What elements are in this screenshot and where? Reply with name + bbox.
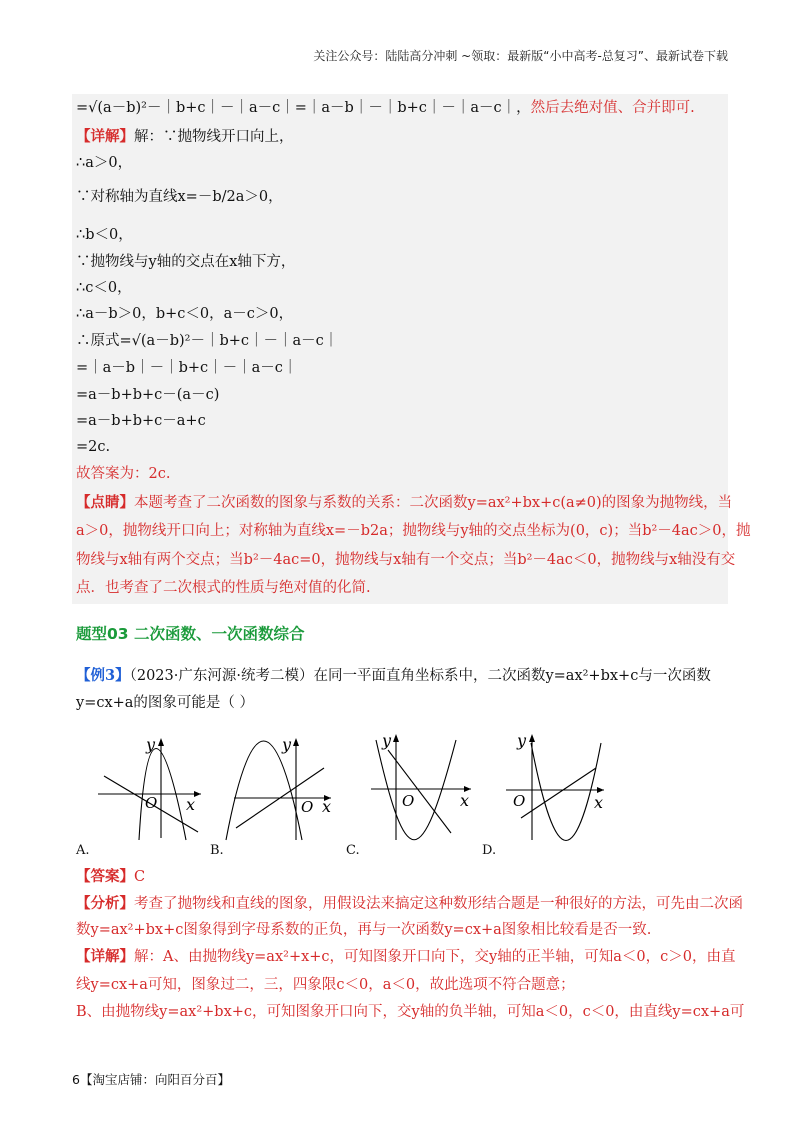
svg-text:y: y [282, 735, 292, 754]
choice-label-d: D. [482, 843, 497, 858]
text-line-12: =a－b+b+c－a+c [76, 413, 206, 429]
svg-text:O: O [145, 794, 158, 812]
text-line-10: =｜a－b｜－｜b+c｜－｜a－c｜ [76, 360, 298, 376]
remark-line-1: 【点睛】本题考查了二次函数的图象与系数的关系：二次函数y=ax²+bx+c(a≠0)的图象为抛物线，当 [76, 494, 733, 511]
svg-text:y: y [146, 735, 156, 754]
svg-text:x: x [186, 795, 196, 814]
svg-text:O: O [301, 798, 314, 816]
choice-label-b: B. [210, 843, 224, 858]
page-header: 关注公众号：陆陆高分冲刺 ~领取：最新版“小中高考-总复习”、最新试卷下载 [313, 49, 728, 63]
answer-line: 【答案】C [76, 868, 146, 885]
graph-b [226, 735, 331, 840]
svg-text:y: y [517, 731, 527, 750]
remark-line-2: a＞0，抛物线开口向上；对称轴为直线x=－b2a；抛物线与y轴的交点坐标为(0，c)；当b²－4ac＞0，抛 [76, 523, 751, 539]
svg-text:O: O [402, 792, 415, 810]
analysis-line-1: 【分析】考查了抛物线和直线的图象，用假设法来搞定这种数形结合题是一种很好的方法，可先由二次函 [76, 895, 743, 912]
page-footer: 6【淘宝店铺：向阳百分百】 [72, 1072, 230, 1087]
solution-line-2: 线y=cx+a可知，图象过二，三，四象限c＜0，a＜0，故此选项不符合题意； [76, 977, 575, 993]
text-line-11: =a－b+b+c－(a－c) [76, 387, 220, 403]
example-line-1: 【例3】（2023·广东河源·统考二模）在同一平面直角坐标系中，二次函数y=ax²+bx+c与一次函数 [76, 667, 711, 684]
answer-choice-graphs [76, 728, 636, 846]
graph-d [506, 731, 604, 841]
text-line-8: ∴a－b＞0，b+c＜0，a－c＞0， [76, 306, 294, 322]
svg-text:x: x [594, 793, 604, 812]
text-line-1: =√(a－b)²－｜b+c｜－｜a－c｜=｜a－b｜－｜b+c｜－｜a－c｜，然后去绝对值、合并即可. [76, 100, 695, 116]
text-line-9: ∴原式=√(a－b)²－｜b+c｜－｜a－c｜ [76, 333, 339, 349]
example-line-2: y=cx+a的图象可能是（ ） [76, 695, 255, 711]
text-line-7: ∴c＜0， [76, 280, 132, 296]
choice-label-a: A. [76, 843, 90, 858]
svg-text:x: x [322, 797, 332, 816]
solution-line-3: B、由抛物线y=ax²+bx+c，可知图象开口向下，交y轴的负半轴，可知a＜0，c＜0，由直线y=cx+a可 [76, 1004, 745, 1020]
analysis-line-2: 数y=ax²+bx+c图象得到字母系数的正负，再与一次函数y=cx+a图象相比较看是否一致. [76, 922, 652, 938]
solution-line-1: 【详解】解：A、由抛物线y=ax²+x+c，可知图象开口向下，交y轴的正半轴，可知a＜0，c＞0，由直 [76, 948, 736, 965]
svg-text:y: y [382, 731, 392, 750]
choice-label-c: C. [346, 843, 360, 858]
text-line-5: ∴b＜0， [76, 227, 133, 243]
graph-a [98, 735, 201, 840]
text-line-13: =2c. [76, 439, 111, 455]
remark-line-4: 点．也考查了二次根式的性质与绝对值的化简. [76, 580, 371, 596]
text-line-4: ∵对称轴为直线x=－b/2a＞0， [76, 189, 283, 205]
graph-c [371, 731, 471, 840]
svg-text:x: x [460, 791, 470, 810]
final-answer-line: 故答案为：2c. [76, 466, 171, 482]
remark-line-3: 物线与x轴有两个交点；当b²－4ac=0，抛物线与x轴有一个交点；当b²－4ac＜0，抛物线与x轴没有交 [76, 552, 736, 568]
svg-text:O: O [513, 792, 526, 810]
section-title: 题型03 二次函数、一次函数综合 [76, 625, 305, 643]
text-line-6: ∵抛物线与y轴的交点在x轴下方， [76, 254, 296, 270]
text-line-3: ∴a＞0， [76, 155, 133, 171]
detail-line-1: 【详解】解：∵抛物线开口向上， [76, 128, 294, 145]
